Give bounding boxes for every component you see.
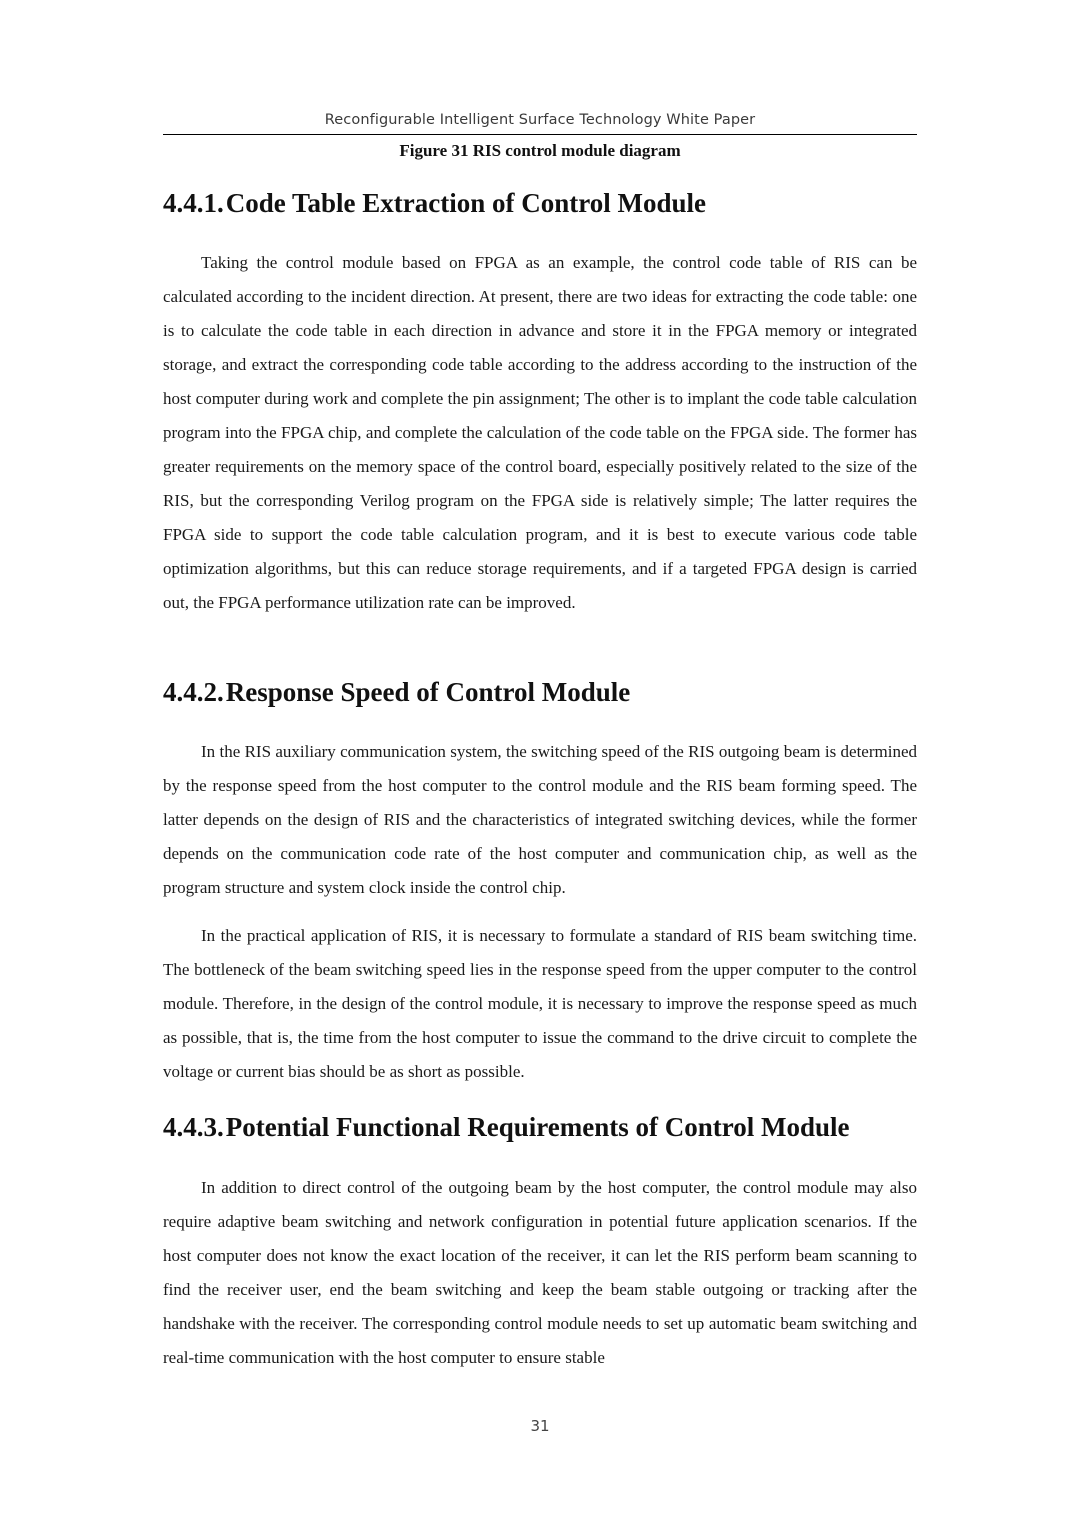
figure-caption: Figure 31 RIS control module diagram [399,141,681,160]
section-number: 4.4.1. [163,188,224,218]
paragraph: Taking the control module based on FPGA as an example, the control code table of RIS can be calculated according to the incident direction. At present, there are two ideas for extracting the code table: one is to calculate the code table in each direction in advance and store it in the FPGA memory or integrated storage, and extract the corresponding code table according to the address according to the instruction of the host computer during work and complete the pin assignment; The other is to implant the code table calculation program into the FPGA chip, and complete the calculation of the code table on the FPGA side. The former has greater requirements on the memory space of the control board, especially positively related to the size of the RIS, but the corresponding Verilog program on the FPGA side is relatively simple; The latter requires the FPGA side to support the code table calculation program, and it is best to execute various code table optimization algorithms, but this can reduce storage requirements, and if a targeted FPGA design is carried out, the FPGA performance utilization rate can be improved. [163,253,917,612]
paragraph: In the practical application of RIS, it is necessary to formulate a standard of RIS beam switching time. The bottleneck of the beam switching speed lies in the response speed from the upper computer to the control module. Therefore, in the design of the control module, it is necessary to improve the response speed as much as possible, that is, the time from the host computer to issue the command to the drive circuit to complete the voltage or current bias should be as short as possible. [163,926,917,1081]
paragraph: In the RIS auxiliary communication system, the switching speed of the RIS outgoing beam is determined by the response speed from the host computer to the control module and the RIS beam forming speed. The latter depends on the design of RIS and the characteristics of integrated switching devices, while the former depends on the communication code rate of the host computer and communication chip, as well as the program structure and system clock inside the control chip. [163,742,917,897]
page-number: 31 [530,1417,550,1435]
section-title: Response Speed of Control Module [225,677,631,707]
section-number: 4.4.2. [163,677,224,707]
section-number: 4.4.3. [163,1112,224,1142]
section-heading-4-4-1 [163,188,923,219]
header-rule [163,134,917,135]
paragraph: In addition to direct control of the outgoing beam by the host computer, the control module may also require adaptive beam switching and network configuration in potential future application scenarios. If the host computer does not know the exact location of the receiver, it can let the RIS perform beam scanning to find the receiver user, end the beam switching and keep the beam stable outgoing or tracking after the handshake with the receiver. The corresponding control module needs to set up automatic beam switching and real-time communication with the host computer to ensure stable [163,1178,917,1367]
section-title: Potential Functional Requirements of Control Module [225,1112,850,1142]
section-title: Code Table Extraction of Control Module [225,188,707,218]
section-heading-4-4-3 [163,1112,923,1143]
section-heading-4-4-2 [163,677,923,708]
running-header: Reconfigurable Intelligent Surface Technology White Paper [324,112,756,128]
